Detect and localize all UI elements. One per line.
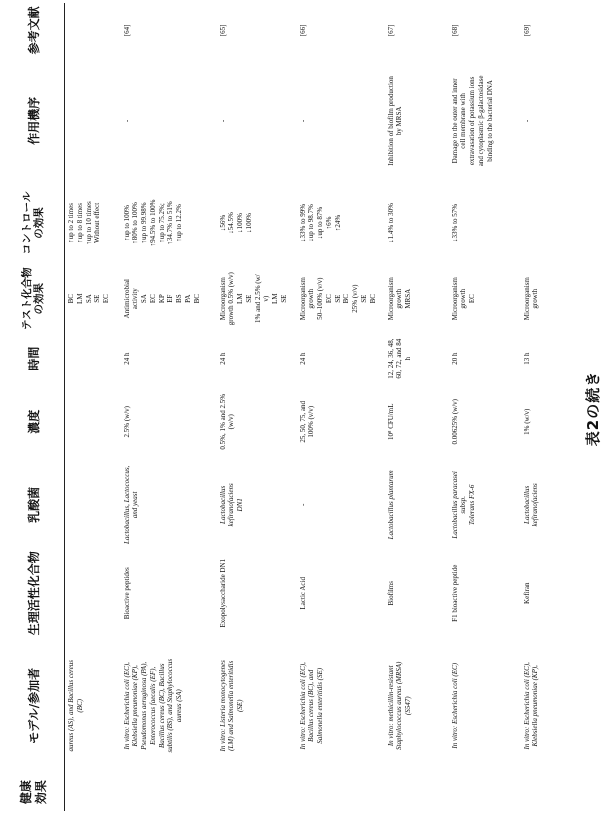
cell-line: EC xyxy=(102,294,110,304)
cell-line: subsp. xyxy=(459,496,468,514)
cell-line: SE xyxy=(333,294,342,303)
cell-line: ↑up to 100% xyxy=(122,205,131,241)
time-cell: 24 h xyxy=(218,352,227,365)
cell-line: Inhibition of biofilm production xyxy=(386,76,395,166)
cell-line: cell membrane with xyxy=(459,93,468,149)
cell-line: SE xyxy=(279,294,288,303)
time-cell xyxy=(65,336,121,382)
cell-line: growth xyxy=(531,288,540,309)
bioactive-cell: Exopolysaccharide DN1 xyxy=(218,558,227,628)
cell-line: Microorganism xyxy=(298,277,307,321)
lab-cell xyxy=(121,462,217,548)
cell-line: (LM) and Salmonella enteritidis xyxy=(227,660,236,751)
model-cell xyxy=(297,638,385,773)
health-cell xyxy=(521,773,561,811)
cell-line: SA xyxy=(84,294,93,304)
ref-cell: [69] xyxy=(522,24,531,37)
cell-line: In vitro: Listeria monocytogenes xyxy=(218,660,227,752)
cell-line: (S547) xyxy=(404,696,412,716)
health-cell xyxy=(217,773,297,811)
bioactive-cell: F1 bioactive peptide xyxy=(450,564,459,622)
header-control-effect: コントロール の効果 xyxy=(4,184,65,262)
health-cell xyxy=(121,773,217,811)
test-effect-cell xyxy=(521,262,561,336)
lab-cell: Lactobacillus plantarum xyxy=(386,470,395,540)
control-effect-cell xyxy=(297,184,385,262)
mechanism-cell: - xyxy=(298,119,307,123)
header-health: 健康効果 xyxy=(4,773,65,811)
cell-line: EC xyxy=(148,294,157,304)
cell-line: Klebsiella pneumoniae (KP), xyxy=(531,665,540,747)
cell-line: ↑up to 10 times xyxy=(84,201,93,245)
control-effect-cell xyxy=(521,184,561,262)
control-effect-cell xyxy=(385,184,449,262)
cell-line: Bacillus cereus (BC), Bacillus xyxy=(157,663,166,749)
cell-line: In vitro: methicillin-resistant xyxy=(386,665,395,747)
cell-line: (SE) xyxy=(236,699,244,713)
control-effect-cell xyxy=(121,184,217,262)
bioactive-cell: Biofilms xyxy=(386,580,395,606)
cell-line: by MRSA xyxy=(395,106,404,136)
table-row xyxy=(217,3,297,811)
ref-cell: [67] xyxy=(386,24,395,37)
cell-line: Klebsiella pneumoniae (KP), xyxy=(131,665,140,747)
cell-line: Lactobacillus, Lactococcus, xyxy=(122,465,131,545)
concentration-cell: 1% (w/v) xyxy=(522,408,531,435)
concentration-cell xyxy=(297,382,385,462)
cell-line: ↑up to 2 times xyxy=(67,203,75,243)
concentration-cell xyxy=(217,382,297,462)
model-cell xyxy=(521,638,561,773)
cell-line: ↑up to 8 times xyxy=(75,203,84,243)
mechanism-cell xyxy=(65,58,121,184)
cell-line: ↓100% xyxy=(244,213,253,233)
cell-line: Bacillus cereus (BC), and xyxy=(307,669,316,742)
cell-line: In vitro: Escherichia coli (EC), xyxy=(298,662,307,750)
time-cell: 24 h xyxy=(298,352,307,365)
cell-line: SE xyxy=(93,294,102,303)
cell-line: Microorganism xyxy=(522,277,531,321)
cell-line: (BC) xyxy=(75,699,84,713)
mechanism-cell: - xyxy=(218,119,227,123)
cell-line: growth xyxy=(459,288,468,309)
health-cell xyxy=(385,773,449,811)
cell-line: In vitro: Escherichia coli (EC), xyxy=(122,662,131,750)
table-row xyxy=(521,3,561,811)
test-effect-cell xyxy=(217,262,297,336)
cell-line: BC xyxy=(192,294,201,304)
cell-line: activity xyxy=(131,288,140,310)
cell-line: growth xyxy=(395,288,404,309)
control-effect-cell xyxy=(217,184,297,262)
cell-line: ↑24% xyxy=(333,214,342,232)
cell-line: ↑80% to 100% xyxy=(131,202,140,244)
model-cell xyxy=(65,638,121,773)
time-cell: 13 h xyxy=(522,352,531,365)
test-effect-cell xyxy=(449,262,521,336)
cell-line: Tolerans FX-6 xyxy=(468,484,476,526)
cell-line: ↓100% xyxy=(236,213,244,233)
ref-cell: [66] xyxy=(298,24,307,37)
cell-line: LM xyxy=(271,293,279,304)
cell-line: Microorganism xyxy=(450,277,459,321)
header-bioactive: 生理活性化合物 xyxy=(4,548,65,638)
cell-line: BS xyxy=(175,294,183,303)
cell-line: DN1 xyxy=(236,498,244,512)
cell-line: Lactobacillus paracasei xyxy=(450,471,459,539)
bioactive-cell: Lactic Acid xyxy=(298,577,307,610)
cell-line: BC xyxy=(342,294,351,304)
header-ref: 参考文献 xyxy=(4,3,65,58)
cell-line: ↑34.7% to 51% xyxy=(166,201,175,245)
cell-line: ↓33% to 57% xyxy=(450,203,459,242)
bioactive-cell: Bioactive peptides xyxy=(122,567,131,620)
mechanism-cell: - xyxy=(122,119,131,123)
control-effect-cell xyxy=(65,184,121,262)
table-row xyxy=(65,3,121,811)
cell-line: KP xyxy=(157,294,166,304)
cell-line: SA xyxy=(140,294,148,304)
test-effect-cell xyxy=(121,262,217,336)
health-cell xyxy=(65,773,121,811)
table-row xyxy=(385,3,449,811)
cell-line: LM xyxy=(236,293,244,304)
concentration-cell xyxy=(65,382,121,462)
cell-line: 12, 24, 36, 48, xyxy=(386,338,395,379)
cell-line: and cytoplasmic β-galactosidase xyxy=(476,75,485,167)
cell-line: ↑up to 99.98% xyxy=(140,202,148,244)
results-table xyxy=(4,3,561,811)
page-title: 表2の続き xyxy=(584,370,602,447)
cell-line: v) xyxy=(262,295,271,302)
cell-line: ↓up to 87% xyxy=(316,206,324,240)
time-cell xyxy=(385,336,449,382)
header-row xyxy=(4,3,65,811)
health-cell xyxy=(449,773,521,811)
cell-line: 25% (v/v) xyxy=(351,284,359,313)
cell-line: MRSA xyxy=(404,288,412,309)
lab-cell xyxy=(449,462,521,548)
table-row xyxy=(449,3,521,811)
cell-line: PA xyxy=(183,294,192,303)
cell-line: Microorganism xyxy=(218,277,227,321)
cell-line: ↑up to 75.2%; xyxy=(157,203,166,243)
cell-line: subtilis (BS), and Staphylococcus xyxy=(166,658,175,753)
cell-line: SE xyxy=(244,294,253,303)
lab-cell: Lactobacillus kefiranofaciens xyxy=(522,483,540,527)
cell-line: ↓56% xyxy=(218,214,227,232)
lab-cell xyxy=(217,462,297,548)
cell-line: Microorganism xyxy=(386,277,395,321)
model-cell xyxy=(217,638,297,773)
cell-line: EF xyxy=(166,294,175,303)
cell-line: Pseudomonas aeruginosa (PA), xyxy=(140,661,148,750)
mechanism-cell xyxy=(385,58,449,184)
table-row xyxy=(121,3,217,811)
model-cell xyxy=(385,638,449,773)
model-cell xyxy=(121,638,217,773)
cell-line: ↑6% xyxy=(324,216,333,230)
test-effect-cell xyxy=(65,262,121,336)
cell-line: and yeast xyxy=(131,491,140,519)
health-cell xyxy=(297,773,385,811)
header-model: モデル/参加者 xyxy=(4,638,65,773)
cell-line: growth xyxy=(307,288,316,309)
cell-line: Damage to the outer and inner xyxy=(450,78,459,164)
ref-cell xyxy=(65,3,121,58)
cell-line: (w/v) xyxy=(227,414,236,430)
cell-line: 25, 50, 75, and xyxy=(298,400,307,443)
cell-line: BC xyxy=(368,294,377,304)
cell-line: Lactobacillus kefiranofaciens xyxy=(218,483,236,527)
cell-line: aureus (AS), and Bacillus cereus xyxy=(67,660,75,752)
cell-line: SE xyxy=(359,294,368,303)
table-row xyxy=(297,3,385,811)
cell-line: 100% (v/v) xyxy=(307,405,316,438)
cell-line: 0.5%, 1% and 2.5% xyxy=(218,393,227,450)
cell-line: Staphylococcus aureus (MRSA) xyxy=(395,661,404,750)
model-cell xyxy=(449,638,521,773)
cell-line: binding to the bacterial DNA xyxy=(485,80,494,162)
cell-line: EC xyxy=(468,294,476,304)
control-effect-cell xyxy=(449,184,521,262)
header-concentration: 濃度 xyxy=(4,382,65,462)
time-cell: 20 h xyxy=(450,352,459,365)
cell-line: ↑up to 12.2% xyxy=(175,204,183,242)
ref-cell: [64] xyxy=(122,24,131,37)
cell-line: growth 0.5% (w/v) xyxy=(227,272,236,326)
concentration-cell: 0.00625% (w/v) xyxy=(450,399,459,445)
cell-line: ↓1.4% to 30% xyxy=(386,203,395,243)
test-effect-cell xyxy=(297,262,385,336)
cell-line: Enterococcus faecalis (EF), xyxy=(148,666,157,745)
header-lab: 乳酸菌 xyxy=(4,462,65,548)
concentration-cell: 2.5% (w/v) xyxy=(122,406,131,438)
cell-line: Salmonella enteritidis (SE) xyxy=(316,667,324,744)
bioactive-cell: Kefiran xyxy=(522,582,531,604)
cell-line: In vitro: Escherichia coli (EC) xyxy=(450,662,459,749)
cell-line: BC xyxy=(67,294,75,304)
cell-line: ↓33% to 99% xyxy=(298,203,307,242)
cell-line: EC xyxy=(324,294,333,304)
cell-line: LM xyxy=(75,293,84,304)
cell-line: ↑94.5% to 100% xyxy=(148,199,157,247)
test-effect-cell xyxy=(385,262,449,336)
concentration-cell: 10⁸ CFU/mL xyxy=(386,403,395,440)
table-body xyxy=(65,3,561,811)
ref-cell: [65] xyxy=(218,24,227,37)
cell-line: 1% and 2.5% (w/ xyxy=(253,274,262,323)
cell-line: 60, 72, and 84 h xyxy=(395,338,412,379)
cell-line: extravasation of potassium ions xyxy=(468,76,476,166)
cell-line: Antimicrobial xyxy=(122,279,131,319)
mechanism-cell xyxy=(449,58,521,184)
cell-line: Without effect xyxy=(93,202,102,244)
cell-line: ↓up to 98.7% xyxy=(307,204,316,242)
header-test-effect: テスト化合物 の効果 xyxy=(4,262,65,336)
header-time: 時間 xyxy=(4,336,65,382)
time-cell: 24 h xyxy=(122,352,131,365)
lab-cell xyxy=(65,462,121,548)
lab-cell: - xyxy=(298,503,307,507)
cell-line: In vitro: Escherichia coli (EC), xyxy=(522,662,531,750)
cell-line: aureus (SA) xyxy=(175,689,183,723)
bioactive-cell xyxy=(65,548,121,638)
ref-cell: [68] xyxy=(450,24,459,37)
cell-line: ↓54.5% xyxy=(227,212,236,234)
mechanism-cell: - xyxy=(522,119,531,123)
header-mechanism: 作用機序 xyxy=(4,58,65,184)
cell-line: 50–100% (v/v) xyxy=(316,277,324,320)
